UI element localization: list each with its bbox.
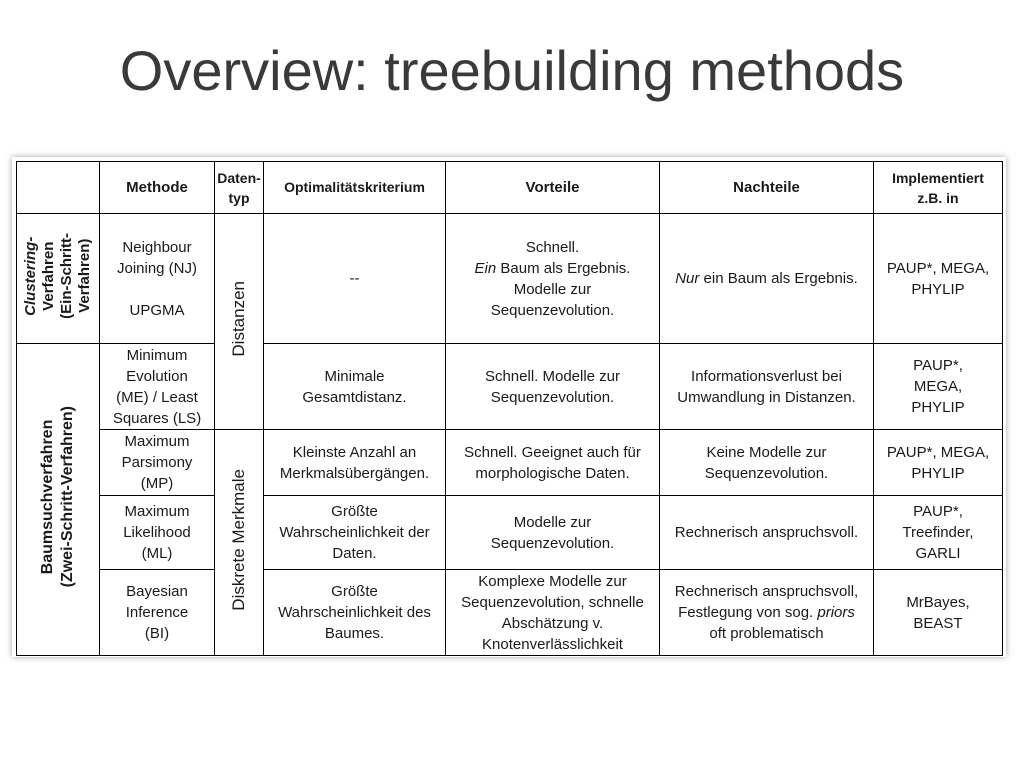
header-implementiert: Implementiert z.B. in [874, 162, 1003, 214]
group-baumsuche: Baumsuchverfahren (Zwei-Schritt-Verfahren) [17, 344, 100, 656]
header-vorteile: Vorteile [446, 162, 660, 214]
methode-me: Minimum Evolution (ME) / Least Squares (LS) [100, 344, 215, 430]
nachteile-ml: Rechnerisch anspruchsvoll. [660, 496, 874, 570]
kriterium-mp: Kleinste Anzahl an Merkmalsübergängen. [264, 430, 446, 496]
methods-table-frame [12, 157, 1006, 657]
impl-nj: PAUP*, MEGA, PHYLIP [874, 214, 1003, 344]
methode-mp: Maximum Parsimony (MP) [100, 430, 215, 496]
header-row [17, 162, 1003, 214]
nachteile-bi: Rechnerisch anspruchsvoll, Festlegung von sog. priors oft problematisch [660, 570, 874, 656]
nachteile-mp: Keine Modelle zur Sequenzevolution. [660, 430, 874, 496]
header-nachteile: Nachteile [660, 162, 874, 214]
vorteile-nj: Schnell. Ein Baum als Ergebnis. Modelle zur Sequenzevolution. [446, 214, 660, 344]
header-datentyp: Daten- typ [215, 162, 264, 214]
slide-title: Overview: treebuilding methods [119, 39, 905, 102]
vorteile-me: Schnell. Modelle zur Sequenzevolution. [446, 344, 660, 430]
header-empty [17, 162, 100, 214]
vorteile-ml: Modelle zur Sequenzevolution. [446, 496, 660, 570]
methode-bi: Bayesian Inference (BI) [100, 570, 215, 656]
table-row [17, 214, 1003, 344]
methods-table [16, 161, 1003, 656]
vorteile-mp: Schnell. Geeignet auch für morphologische Daten. [446, 430, 660, 496]
kriterium-bi: Größte Wahrscheinlichkeit des Baumes. [264, 570, 446, 656]
datatype-distanzen: Distanzen [215, 214, 264, 430]
table-row [17, 570, 1003, 656]
nachteile-nj: Nur ein Baum als Ergebnis. [660, 214, 874, 344]
kriterium-ml: Größte Wahrscheinlichkeit der Daten. [264, 496, 446, 570]
group-clustering: Clustering- Verfahren (Ein-Schritt- Verfahren) [17, 214, 100, 344]
impl-me: PAUP*, MEGA, PHYLIP [874, 344, 1003, 430]
methode-nj: Neighbour Joining (NJ) UPGMA [100, 214, 215, 344]
kriterium-nj: -- [264, 214, 446, 344]
methode-ml: Maximum Likelihood (ML) [100, 496, 215, 570]
impl-mp: PAUP*, MEGA, PHYLIP [874, 430, 1003, 496]
table-row [17, 430, 1003, 496]
datatype-diskret: Diskrete Merkmale [215, 430, 264, 656]
impl-bi: MrBayes, BEAST [874, 570, 1003, 656]
table-row [17, 344, 1003, 430]
vorteile-bi: Komplexe Modelle zur Sequenzevolution, schnelle Abschätzung v. Knotenverlässlichkeit [446, 570, 660, 656]
impl-ml: PAUP*, Treefinder, GARLI [874, 496, 1003, 570]
header-methode: Methode [100, 162, 215, 214]
nachteile-me: Informationsverlust bei Umwandlung in Distanzen. [660, 344, 874, 430]
kriterium-me: Minimale Gesamtdistanz. [264, 344, 446, 430]
table-row [17, 496, 1003, 570]
header-kriterium: Optimalitätskriterium [264, 162, 446, 214]
